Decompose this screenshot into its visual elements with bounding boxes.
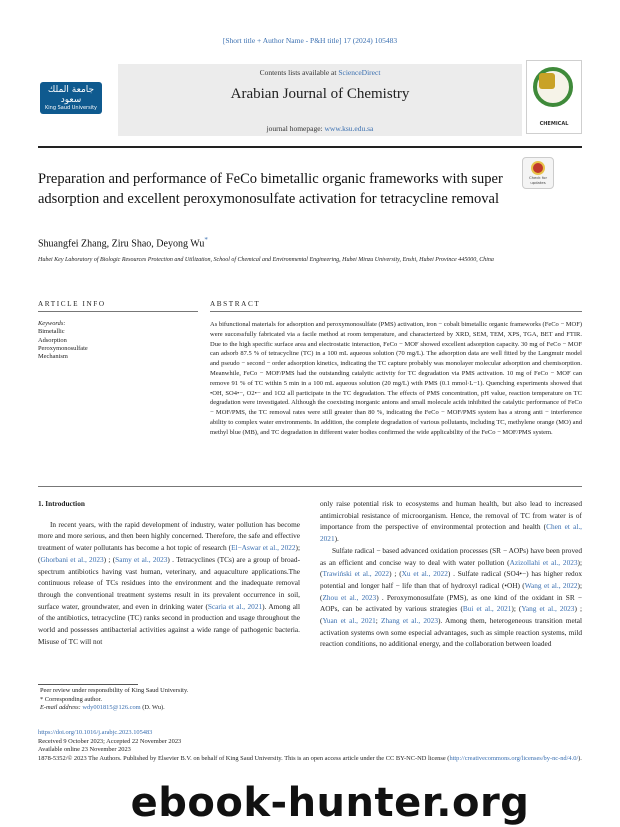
contents-prefix: Contents lists available at <box>259 68 339 77</box>
license-link[interactable]: http://creativecommons.org/licenses/by-nc-nd/4.0/ <box>449 754 579 762</box>
para-text: ) . Sulfate radical (SO4•−) has higher redox potential and longer half − life than that of hydroxyl radical (•OH) ( <box>320 569 582 590</box>
citation-link[interactable]: Samy et al., 2023 <box>115 554 168 564</box>
citation-link[interactable]: Bui et al., 2021 <box>462 604 512 614</box>
para-text: ); ( <box>38 543 300 564</box>
doi-link[interactable]: https://doi.org/10.1016/j.arabjc.2023.105483 <box>38 729 153 736</box>
license-prefix: 1878-5352/© 2023 The Authors. Published by Elsevier B.V. on behalf of King Saud University. This is an open access article under the CC BY-NC-ND license ( <box>38 754 450 762</box>
para-text: only raise potential risk to ecosystems and human health, but also lead to increased antimicrobial resistance of microorganism. Hence, the removal of TC from water is of importance from the perspective of environmental protection and health ( <box>320 499 582 532</box>
para-text: ) ; ( <box>103 554 116 564</box>
footnotes <box>40 687 188 713</box>
citation-link[interactable]: El−Aswar et al., 2022 <box>231 543 296 553</box>
contents-line <box>118 68 522 77</box>
article-title: Preparation and performance of FeCo bimetallic organic frameworks with super adsorption and excellent peroxymonosulfate activation for tetracycline removal <box>38 171 503 207</box>
para-text: ); ( <box>320 580 582 602</box>
check-for-updates-button[interactable] <box>522 157 554 189</box>
body-paragraph <box>320 545 582 650</box>
body-column-right <box>320 498 582 650</box>
sciencedirect-link[interactable]: ScienceDirect <box>338 68 381 77</box>
publisher-logo-arabic: جامعة الملك سعود <box>47 85 95 105</box>
citation-link[interactable]: Yuan et al., 2021 <box>322 616 376 626</box>
body-column-left <box>38 498 300 647</box>
para-text: Sulfate radical − based advanced oxidation processes (SR − AOPs) have been proved as an efficient and concise way to deal with water pollution ( <box>320 545 582 567</box>
citation-link[interactable]: Ghorbani et al., 2023 <box>40 554 104 564</box>
para-text: ). <box>334 534 339 544</box>
keyword-item: Adsorption <box>38 336 67 344</box>
journal-emblem-center-icon <box>539 73 555 89</box>
abstract-bottom-rule <box>38 486 582 487</box>
keyword-item: Peroxymonosulfate <box>38 344 88 352</box>
affiliation: Hubei Key Laboratory of Biologic Resources Protection and Utilization, School of Chemical and Environmental Engineering, Hubei Minzu University, Enshi, Hubei Province 445000, China <box>38 257 494 263</box>
para-text: ) . Tetracyclines (TCs) are a group of broad-spectrum antibiotics having vast human, veterinary, and aquaculture applications.The continuous release of TCs residues into the environment and the inadequate removal through the conventional treatment systems result in its prevalent occurrence in soil, surface water, groundwater, and even in drinking water ( <box>38 554 300 611</box>
publication-info <box>38 729 582 763</box>
updates-label: Check for updates <box>528 175 548 185</box>
corresponding-author-link[interactable]: * <box>204 236 208 244</box>
homepage-line <box>118 124 522 133</box>
publisher-logo <box>40 82 102 114</box>
email-label: E-mail address: <box>40 704 83 712</box>
citation-link[interactable]: Azizollahi et al., 2023 <box>509 557 578 567</box>
para-text: In recent years, with the rapid development of industry, water pollution has become more and more serious, and then been highly concerned. Therefore, the safe and effective treatment of water pollutants has become a hot topic of research ( <box>38 519 300 553</box>
body-paragraph <box>320 498 582 545</box>
footnote-rule <box>38 684 138 685</box>
para-text: ); ( <box>320 557 582 579</box>
license-text <box>38 755 582 764</box>
citation-link[interactable]: Chen et al., 2021 <box>320 522 582 544</box>
author-list <box>38 236 208 249</box>
running-header-link[interactable]: [Short title + Author Name - P&H title] 17 (2024) 105483 <box>222 36 398 45</box>
para-text: ) ; ( <box>320 604 582 626</box>
masthead-rule <box>38 146 582 148</box>
para-text: ) ; ( <box>389 569 402 579</box>
publisher-logo-text: King Saud University <box>45 105 97 111</box>
journal-logo-caption: CHEMICAL <box>539 121 569 127</box>
para-text: ) . Peroxymonosulfate (PMS), as one kind of the oxidant in SR − AOPs, can be activated by various strategies ( <box>320 592 582 614</box>
citation-link[interactable]: Scaria et al., 2021 <box>207 601 263 611</box>
homepage-prefix: journal homepage: <box>266 124 325 133</box>
corresponding-author-note: * Corresponding author. <box>40 695 102 703</box>
citation-link[interactable]: Zhang et al., 2023 <box>381 616 438 626</box>
masthead-box <box>118 64 522 136</box>
watermark-text: ebook-hunter.org <box>130 780 530 826</box>
keyword-item: Bimetallic <box>38 328 65 336</box>
para-text: ). Among all of the antibiotics, tetracycline (TC) ranks second in production and usage throughout the world and possesses antibacterial activities against a wide range of pathogenic bacteria. Misuse of TC will not <box>38 601 300 646</box>
received-date: Received 9 October 2023; Accepted 22 November 2023 <box>38 737 182 745</box>
homepage-link[interactable]: www.ksu.edu.sa <box>324 124 374 133</box>
citation-link[interactable]: Wang et al., 2022 <box>524 580 578 590</box>
license-suffix: ). <box>578 754 582 762</box>
available-date: Available online 23 November 2023 <box>38 746 131 754</box>
keywords-block <box>38 320 88 361</box>
author-names: Shuangfei Zhang, Ziru Shao, Deyong Wu <box>38 238 205 250</box>
updates-icon <box>531 161 545 175</box>
article-info-heading: ARTICLE INFO <box>38 300 106 308</box>
abstract-rule <box>210 311 582 312</box>
abstract-text: As bifunctional materials for adsorption and peroxymonosulfate (PMS) activation, iron − cobalt bimetallic organic frameworks (FeCo − MOF) were successfully fabricated via a facile method at room temperature, and characterized by XRD, SEM, TEM, XPS, TGA, BET and FTIR. Due to the high specific surface area and electrostatic interaction, FeCo − MOF showed excellent adsorption capacity. 30 mg of FeCo − MOF can adsorb 87.5 % of tetracycline (TC) in a 100 mL aqueous solution (70 mg/L). The adsorption data are well fitted by the Langmuir model and pseudo − second − order adsorption kinetics, indicating the TC capture probably was monolayer molecular adsorption and chemisorption. Meanwhile, FeCo − MOF/PMS had the outstanding catalytic activity for TC degradation via PMS activation. 10 mg of FeCo − MOF can remove 91 % of TC within 5 min in a 100 mL aqueous solution (20 mg/L) with PMS (0.1 mmol·L−1). Quenching experiments showed that •OH, SO4•−, O2•− and 1O2 all participate in the TC degradation. The effects of PMS concentration, pH value, reaction temperature on TC degradation were investigated. Although the coexisting inorganic anions and small molecule acids inhibited the catalytic performance of FeCo − MOF/PMS, the TC removal rates were still greater than 80 %, indicating the FeCo − MOF/PMS system has a strong anti − interference ability to complex water environments. In addition, the complete degradation of various pollutants, including TC, methylene orange (MO) and methyl blue (MB), and TC degradation in different water bodies confirmed the wide applicability of the FeCo − MOF/PMS system. <box>210 321 582 436</box>
journal-masthead <box>38 60 582 142</box>
article-info-rule <box>38 311 198 312</box>
citation-link[interactable]: Xu et al., 2022 <box>401 569 448 579</box>
journal-title: Arabian Journal of Chemistry <box>230 86 410 102</box>
citation-link[interactable]: Yang et al., 2023 <box>521 604 575 614</box>
email-link[interactable]: wdy001815@126.com <box>82 704 141 712</box>
journal-cover-logo <box>526 60 582 134</box>
citation-link[interactable]: Trawiński et al., 2022 <box>322 569 390 579</box>
keywords-label: Keywords: <box>38 320 66 327</box>
citation-link[interactable]: Zhou et al., 2023 <box>322 592 377 602</box>
introduction-paragraph <box>38 519 300 648</box>
keyword-item: Mechanism <box>38 353 68 361</box>
peer-review-note: Peer review under responsibility of King Saud University. <box>40 687 189 694</box>
email-line <box>40 704 188 713</box>
introduction-heading: 1. Introduction <box>38 499 85 508</box>
para-text: ); ( <box>511 604 522 614</box>
para-text: ; <box>375 616 381 626</box>
para-text: ). Among them, heterogeneous transition metal activation systems own some especial advantages, such as simple reaction systems, mild reaction conditions, no additional energy, and the collaboration between loaded <box>320 616 582 649</box>
email-suffix: (D. Wu). <box>140 704 165 712</box>
abstract-heading: ABSTRACT <box>210 300 261 308</box>
